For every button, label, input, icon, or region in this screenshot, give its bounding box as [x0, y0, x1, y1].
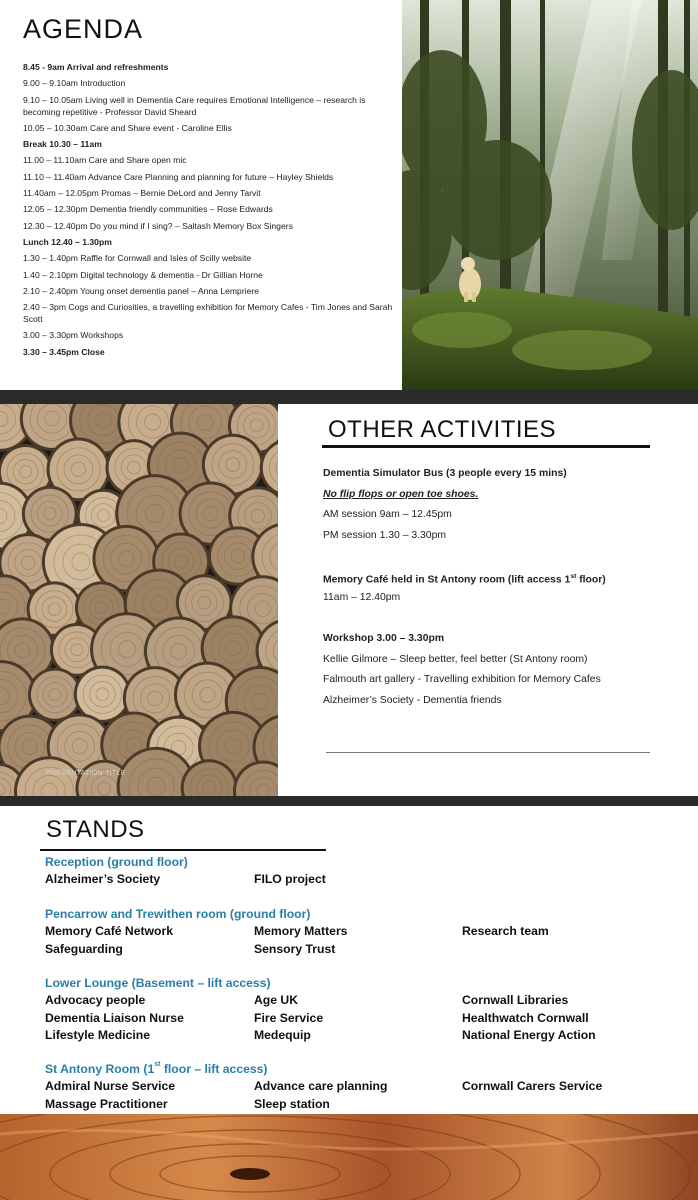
stand-name: Dementia Liaison Nurse [45, 1010, 184, 1025]
stand-name: Medequip [254, 1028, 311, 1042]
stand-name: Admiral Nurse Service [45, 1079, 176, 1093]
stand-name: Cornwall Libraries [462, 993, 569, 1007]
stand-row [45, 923, 685, 941]
agenda-item: 2.40 – 3pm Cogs and Curiosities, a travelling exhibition for Memory Cafes - Tim Jones and Sarah Scott [23, 302, 393, 325]
agenda-list [23, 61, 395, 362]
stand-group-heading: Pencarrow and Trewithen room (ground floor) [45, 907, 311, 921]
title-underline [40, 849, 326, 851]
agenda-item: 8.45 - 9am Arrival and refreshments [23, 62, 169, 72]
pm-session: PM session 1.30 – 3.30pm [323, 530, 447, 542]
agenda-item: Break 10.30 – 11am [23, 139, 102, 150]
workshop-heading: Workshop 3.00 – 3.30pm [323, 632, 445, 644]
stand-name: Massage Practitioner [45, 1096, 168, 1111]
agenda-title: AGENDA [23, 14, 144, 44]
cafe-time: 11am – 12.40pm [323, 591, 401, 603]
agenda-item: 12.30 – 12.40pm Do you mind if I sing? – Saltash Memory Box Singers [23, 220, 293, 231]
stand-name: Fire Service [254, 1010, 324, 1025]
stand-row [45, 1096, 685, 1114]
agenda-item: 11.40am – 12.05pm Promas – Bernie DeLord and Jenny Tarvit [23, 188, 261, 199]
stand-name: Age UK [254, 993, 299, 1007]
simulator-heading: Dementia Simulator Bus (3 people every 15 mins) [323, 468, 567, 479]
agenda-item: 12.05 – 12.30pm Dementia friendly communities – Rose Edwards [23, 204, 273, 215]
stand-name: Alzheimer’s Society [45, 872, 161, 886]
stand-group-heading: St Antony Room (1st floor – lift access) [45, 1061, 268, 1076]
workshop-item: Alzheimer’s Society - Dementia friends [323, 694, 502, 706]
agenda-item: 1.40 – 2.10pm Digital technology & dementia - Dr Gillian Horne [23, 269, 263, 280]
activities-title: OTHER ACTIVITIES [328, 416, 557, 443]
stand-name: Sleep station [254, 1096, 330, 1111]
stand-group-lower-lounge [45, 974, 685, 1045]
title-underline [322, 445, 650, 448]
stand-name: Memory Matters [254, 924, 348, 938]
agenda-panel [0, 0, 402, 390]
stand-name: Lifestyle Medicine [45, 1028, 150, 1042]
stand-group-heading: Lower Lounge (Basement – lift access) [45, 976, 271, 990]
stands-title: STANDS [46, 816, 145, 843]
image-caption: PRESENTATION TITLE [46, 770, 126, 777]
agenda-item: 3.00 – 3.30pm Workshops [23, 330, 124, 341]
stand-name: Research team [462, 924, 549, 938]
log-pile-photo [0, 404, 278, 796]
stand-row [45, 1027, 685, 1045]
stand-name: Advocacy people [45, 993, 146, 1007]
stand-name: National Energy Action [462, 1028, 596, 1042]
agenda-item: Lunch 12.40 – 1.30pm [23, 236, 112, 247]
agenda-item: 9.00 – 9.10am Introduction [23, 78, 126, 89]
stand-row [45, 992, 685, 1010]
stand-name: Memory Café Network [45, 924, 174, 938]
stand-group-pencarrow [45, 905, 685, 958]
stand-name: Healthwatch Cornwall [462, 1010, 589, 1025]
workshop-item: Kellie Gilmore – Sleep better, feel better (St Antony room) [323, 653, 588, 665]
workshop-item: Falmouth art gallery - Travelling exhibition for Memory Cafes [323, 674, 601, 686]
stand-group-reception [45, 853, 685, 889]
stand-group-heading: Reception (ground floor) [45, 855, 188, 869]
agenda-item: 11.00 – 11.10am Care and Share open mic [23, 155, 187, 166]
stand-name [462, 871, 682, 889]
agenda-slide [0, 0, 698, 390]
stand-name: Sensory Trust [254, 941, 336, 956]
bottom-divider [326, 752, 650, 753]
agenda-item: 2.10 – 2.40pm Young onset dementia panel – Anna Lempriere [23, 285, 260, 296]
footwear-note: No flip flops or open toe shoes. [323, 488, 479, 500]
wood-grain-banner [0, 1114, 698, 1200]
am-session: AM session 9am – 12.45pm [323, 509, 452, 521]
agenda-item: 1.30 – 1.40pm Raffle for Cornwall and Isles of Scilly website [23, 253, 252, 264]
forest-dog-photo [402, 0, 698, 390]
stand-name: Advance care planning [254, 1079, 388, 1093]
agenda-item: 9.10 – 10.05am Living well in Dementia Care requires Emotional Intelligence – research is becoming repetitive - Professor David Sheard [23, 94, 366, 117]
cafe-heading: Memory Café held in St Antony room (lift access 1st floor) [323, 573, 606, 586]
agenda-item: 10.05 – 10.30am Care and Share event - Caroline Ellis [23, 122, 232, 133]
stand-name: Cornwall Carers Service [462, 1079, 603, 1093]
stand-name [462, 941, 682, 959]
stand-name [462, 1096, 682, 1114]
stands-slide [0, 806, 698, 1200]
stand-name: FILO project [254, 872, 326, 886]
stand-row [45, 1078, 685, 1096]
stand-row [45, 1010, 685, 1028]
stand-row [45, 941, 685, 959]
agenda-item: 3.30 – 3.45pm Close [23, 346, 105, 357]
activities-body [323, 464, 663, 712]
stand-name: Safeguarding [45, 941, 123, 956]
stand-group-st-antony [45, 1060, 685, 1113]
agenda-item: 11.10 – 11.40am Advance Care Planning and planning for future – Hayley Shields [23, 171, 334, 182]
activities-slide [0, 404, 698, 796]
stand-row [45, 871, 685, 889]
